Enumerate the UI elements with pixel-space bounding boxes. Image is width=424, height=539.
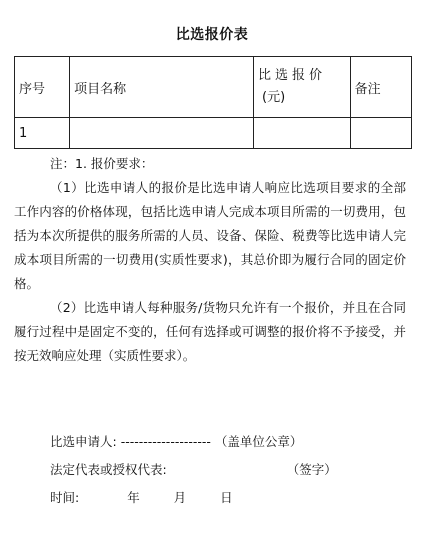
applicant-seal-note: （盖单位公章）	[214, 434, 303, 449]
cell-item-name	[70, 118, 254, 149]
notes-heading: 注：1. 报价要求：	[50, 156, 154, 171]
document-title: 比选报价表	[175, 27, 249, 43]
representative-sign-note: （签字）	[286, 462, 337, 477]
representative-row	[50, 456, 410, 484]
header-price-label: 比选报价	[258, 68, 327, 83]
notes-section	[14, 152, 406, 368]
cell-remark	[350, 118, 411, 149]
note-paragraph-2: （2）比选申请人每种服务/货物只允许有一个报价，并且在合同履行过程中是固定不变的，任何有选择或可调整的报价将不予接受，并按无效响应处理（实质性要求）。	[14, 300, 406, 363]
note-paragraph-1: （1）比选申请人的报价是比选申请人响应比选项目要求的全部工作内容的价格体现，包括比选申请人完成本项目所需的一切费用，包括为本次所提供的服务所需的人员、设备、保险、税费等比选申请人完成本项目所需的一切费用(实质性要求)，其总价即为履行合同的固定价格。	[14, 180, 406, 291]
date-day: 日	[220, 490, 233, 505]
applicant-blank-line: --------------------	[120, 434, 211, 449]
cell-price	[254, 118, 351, 149]
header-no: 序号	[15, 57, 70, 118]
representative-label: 法定代表或授权代表:	[50, 462, 167, 477]
date-year: 年	[127, 490, 140, 505]
table-header-row	[15, 57, 412, 118]
quote-table	[14, 56, 412, 149]
cell-no: 1	[15, 118, 70, 149]
header-price	[254, 57, 351, 118]
date-month: 月	[173, 490, 187, 505]
date-label: 时间:	[50, 490, 80, 505]
header-price-unit: (元)	[262, 90, 286, 105]
header-remark: 备注	[350, 57, 411, 118]
date-row	[50, 484, 410, 512]
applicant-row	[50, 428, 410, 456]
applicant-label: 比选申请人:	[50, 434, 117, 449]
header-item-name: 项目名称	[70, 57, 254, 118]
table-row	[15, 118, 412, 149]
signature-block	[50, 428, 410, 512]
